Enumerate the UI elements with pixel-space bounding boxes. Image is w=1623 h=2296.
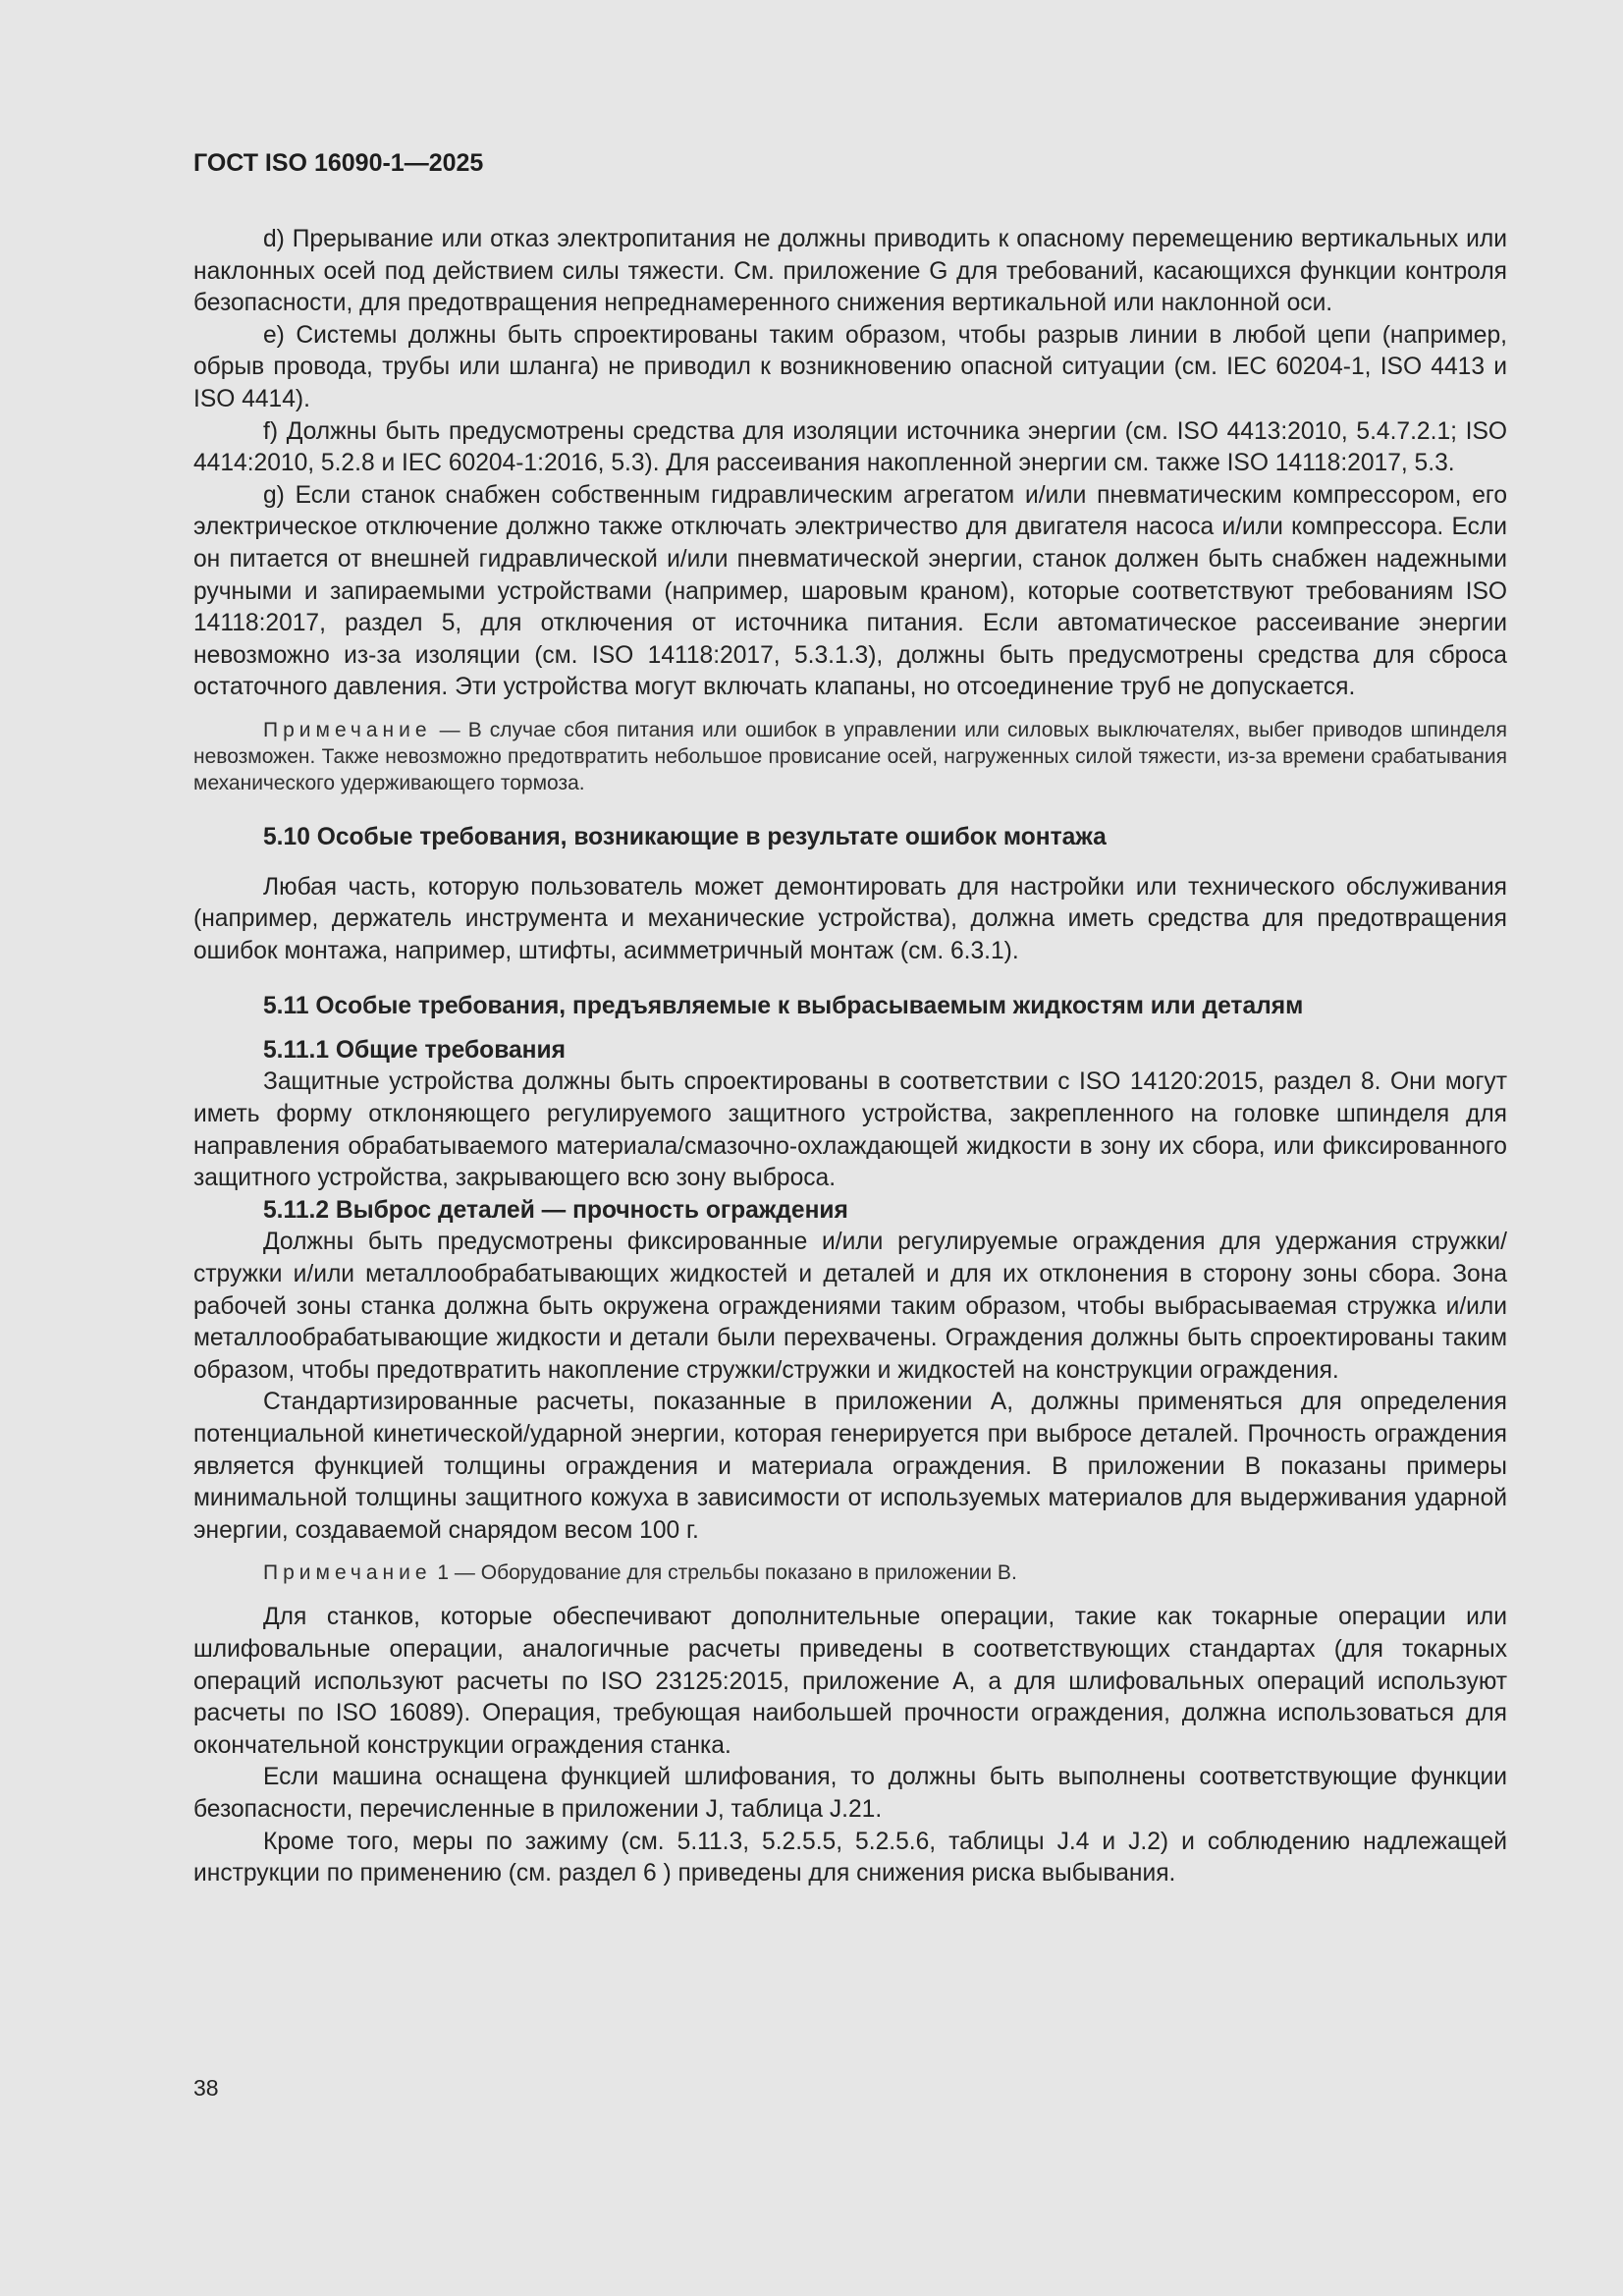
paragraph-5-11-2-e: Кроме того, меры по зажиму (см. 5.11.3, 5.2.5.5, 5.2.5.6, таблицы J.4 и J.2) и соблюдению надлежащей инструкции по применению (см. раздел 6 ) приведены для снижения риска выбывания. [193, 1828, 1507, 1887]
paragraph-5-11-2-a: Должны быть предусмотрены фиксированные и/или регулируемые ограждения для удержания стружки/стружки и/или металлообрабатывающих жидкостей и деталей и для их отклонения в сторону зоны сбора. Зона рабочей зоны станка должна быть окружена ограждениями таким образом, чтобы выбрасываемая стружка и/или металлообрабатывающие жидкости и детали были перехвачены. Ограждения должны быть спроектированы таким образом, чтобы предотвратить накопление стружки/стружки и жидкостей на конструкции ограждения. [193, 1229, 1507, 1384]
page-number: 38 [193, 2075, 219, 2101]
paragraph-5-11-2-b: Стандартизированные расчеты, показанные в приложении А, должны применяться для определения потенциальной кинетической/ударной энергии, которая генерируется при выбросе деталей. Прочность ограждения является функцией толщины ограждения и материала ограждения. В приложении В показаны примеры минимальной толщины защитного кожуха в зависимости от используемых материалов для выдерживания ударной энергии, создаваемой снарядом весом 100 г. [193, 1389, 1507, 1544]
heading-5-11: 5.11 Особые требования, предъявляемые к выбрасываемым жидкостям или деталям [263, 993, 1304, 1020]
item-d: d) Прерывание или отказ электропитания не должны приводить к опасному перемещению вертикальных или наклонных осей под действием силы тяжести. См. приложение G для требований, касающихся функции контроля безопасности, для предотвращения непреднамеренного снижения вертикальной или наклонной оси. [193, 226, 1507, 317]
document-header: ГОСТ ISO 16090-1—2025 [193, 149, 484, 177]
note-1-shooting [193, 1559, 1507, 1586]
note-power-failure [193, 717, 1507, 796]
note-text: — В случае сбоя питания или ошибок в управлении или силовых выключателях, выбег приводов шпинделя невозможен. Также невозможно предотвратить небольшое провисание осей, нагруженных силой тяжести, из-за времени срабатывания механического удерживающего тормоза. [193, 718, 1507, 794]
paragraph-5-10: Любая часть, которую пользователь может демонтировать для настройки или технического обслуживания (например, держатель инструмента и механические устройства), должна иметь средства для предотвращения ошибок монтажа, например, штифты, асимметричный монтаж (см. 6.3.1). [193, 873, 1507, 964]
item-g: g) Если станок снабжен собственным гидравлическим агрегатом и/или пневматическим компрессором, его электрическое отключение должно также отключать электричество для двигателя насоса и/или компрессора. Если он питается от внешней гидравлической и/или пневматической энергии, станок должен быть снабжен надежными ручными и запираемыми устройствами (например, шаровым краном), которые соответствуют требованиям ISO 14118:2017, раздел 5, для отключения от источника питания. Если автоматическое рассеивание энергии невозможно из-за изоляции (см. ISO 14118:2017, 5.3.1.3), должны быть предусмотрены средства для сброса остаточного давления. Эти устройства могут включать клапаны, но отсоединение труб не допускается. [193, 481, 1507, 701]
note-label: Примечание [263, 718, 432, 741]
heading-5-11-1: 5.11.1 Общие требования [263, 1036, 566, 1064]
paragraph-5-11-2-c: Для станков, которые обеспечивают дополнительные операции, такие как токарные операции или шлифовальные операции, аналогичные расчеты приведены в соответствующих стандартах (для токарных операций используют расчеты по ISO 23125:2015, приложение А, а для шлифовальных операций используют расчеты по ISO 16089). Операция, требующая наибольшей прочности ограждения, должна использоваться для окончательной конструкции ограждения станка. [193, 1604, 1507, 1759]
heading-5-10: 5.10 Особые требования, возникающие в результате ошибок монтажа [263, 823, 1107, 850]
heading-5-11-2: 5.11.2 Выброс деталей — прочность ограждения [263, 1196, 848, 1224]
paragraph-5-11-2-d: Если машина оснащена функцией шлифования, то должны быть выполнены соответствующие функции безопасности, перечисленные в приложении J, таблица J.21. [193, 1764, 1507, 1823]
paragraph-5-11-1: Защитные устройства должны быть спроектированы в соответствии с ISO 14120:2015, раздел 8. Они могут иметь форму отклоняющего регулируемого защитного устройства, закрепленного на головке шпинделя для направления обрабатываемого материала/смазочно-охлаждающей жидкости в зону их сбора, или фиксированного защитного устройства, закрывающего всю зону выброса. [193, 1068, 1507, 1192]
note-label: Примечание [263, 1561, 432, 1585]
item-e: e) Системы должны быть спроектированы таким образом, чтобы разрыв линии в любой цепи (например, обрыв провода, трубы или шланга) не приводил к возникновению опасной ситуации (см. IEC 60204-1, ISO 4413 и ISO 4414). [193, 321, 1507, 412]
item-f: f) Должны быть предусмотрены средства для изоляции источника энергии (см. ISO 4413:2010, 5.4.7.2.1; ISO 4414:2010, 5.2.8 и IEC 60204-1:2016, 5.3). Для рассеивания накопленной энергии см. также ISO 14118:2017, 5.3. [193, 417, 1507, 477]
page-content [193, 224, 1507, 1890]
note-text: 1 — Оборудование для стрельбы показано в приложении В. [431, 1561, 1017, 1585]
